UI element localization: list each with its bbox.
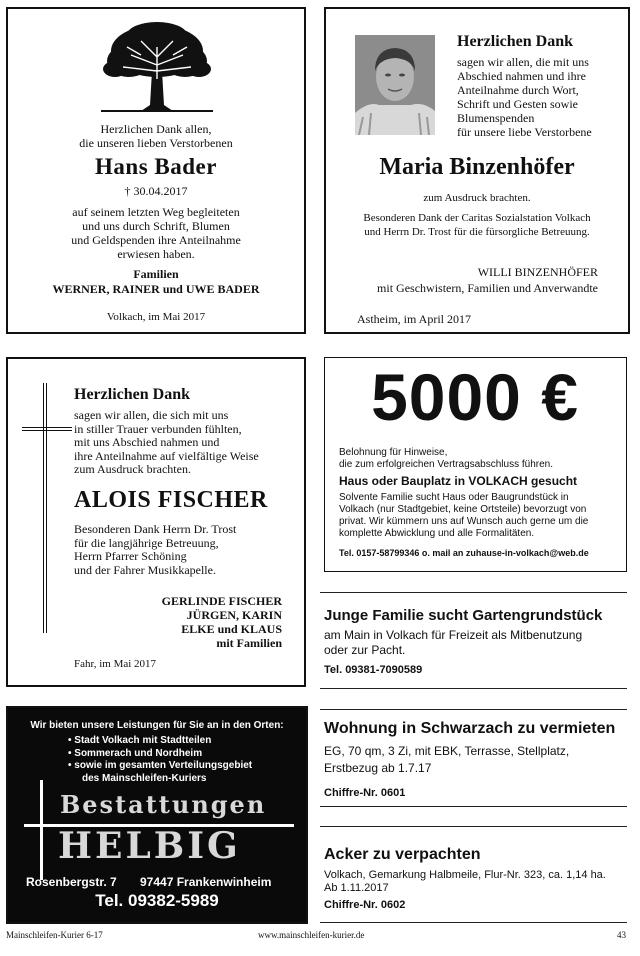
helbig-city: 97447 Frankenwinheim [140, 875, 272, 889]
obituary-maria-binzenhoefer [324, 7, 630, 334]
logo-bestattungen: Bestattungen [60, 790, 267, 819]
closing-line: zum Ausdruck brachten. [423, 192, 531, 204]
text-line: sagen wir allen, die mit uns [457, 55, 589, 69]
text-line: sagen wir allen, die sich mit uns [74, 408, 229, 422]
heading: Herzlichen Dank [457, 33, 573, 50]
classified-title: Acker zu verpachten [324, 846, 481, 863]
reward-body-line: Volkach (nur Stadtgebiet, keine Ortsteile) bevorzugt von [339, 504, 587, 515]
body-line: und uns durch Schrift, Blumen [82, 219, 230, 233]
body-line: erwiesen haben. [117, 247, 195, 261]
footer-website[interactable]: www.mainschleifen-kurier.de [258, 930, 365, 940]
signer-line: GERLINDE FISCHER [161, 594, 282, 608]
classified-line: Erstbezug ab 1.7.17 [324, 761, 432, 775]
helbig-bullet: • sowie im gesamten Verteilungsgebiet [68, 760, 253, 771]
signer-line: JÜRGEN, KARIN [186, 608, 282, 622]
helbig-street: Rosenbergstr. 7 [26, 875, 117, 889]
logo-helbig: HELBIG [58, 825, 241, 867]
reward-contact: Tel. 0157-58799346 o. mail an zuhause-in-volkach@web.de [339, 548, 589, 558]
reward-body-line: Solvente Familie sucht Haus oder Baugrundstück in [339, 492, 569, 503]
classified-wohnung [324, 719, 630, 799]
divider [320, 688, 627, 689]
classified-chiffre: Chiffre-Nr. 0602 [324, 899, 406, 911]
reward-line: die zum erfolgreichen Vertragsabschluss führen. [339, 459, 554, 470]
reward-ad [324, 357, 627, 572]
death-date: † 30.04.2017 [124, 184, 188, 198]
obituary-alois-fischer [6, 357, 306, 687]
divider [320, 806, 627, 807]
text-line: Blumenspenden [457, 111, 535, 125]
classified-gartengrundstueck [324, 607, 630, 676]
thanks-line: und der Fahrer Musikkapelle. [74, 562, 216, 577]
family-label: Familien [133, 267, 179, 281]
classified-title: Junge Familie sucht Gartengrundstück [324, 607, 603, 624]
family-names: WERNER, RAINER und UWE BADER [52, 282, 260, 296]
obituary-hans-bader [6, 7, 306, 334]
signer: WILLI BINZENHÖFER [477, 265, 598, 279]
text-line: Abschied nahmen und ihre [457, 69, 586, 83]
deceased-name: ALOIS FISCHER [74, 487, 268, 513]
text-line: für unsere liebe Verstorbene [457, 125, 592, 139]
classified-line: oder zur Pacht. [324, 643, 406, 657]
reward-line: Belohnung für Hinweise, [339, 447, 448, 458]
signer-line: ELKE und KLAUS [181, 622, 282, 636]
heading: Herzlichen Dank [74, 386, 190, 403]
helbig-phone: Tel. 09382-5989 [95, 891, 219, 910]
portrait-photo [355, 35, 435, 135]
cross-icon [20, 383, 74, 633]
classified-chiffre: Chiffre-Nr. 0601 [324, 787, 406, 799]
signer-line: mit Familien [216, 636, 282, 650]
divider [320, 592, 627, 593]
reward-amount: 5000 € [371, 360, 579, 434]
text-line: ihre Anteilnahme auf vielfältige Weise [74, 448, 259, 463]
body-line: und Geldspenden ihre Anteilnahme [71, 233, 241, 247]
thanks-line: Besonderen Dank Herrn Dr. Trost [74, 522, 237, 536]
classified-phone: Tel. 09381-7090589 [324, 664, 423, 676]
footer-publication: Mainschleifen-Kurier 6-17 [6, 930, 103, 940]
ad-bestattungen-helbig [6, 706, 308, 924]
thanks-line: für die langjährige Betreuung, [74, 535, 219, 550]
divider [320, 709, 627, 710]
place-date: Fahr, im Mai 2017 [74, 658, 157, 670]
intro-line-2: die unseren lieben Verstorbenen [79, 136, 233, 150]
signer-sub: mit Geschwistern, Familien und Anverwandte [377, 281, 598, 295]
classified-line: EG, 70 qm, 3 Zi, mit EBK, Terrasse, Stellplatz, [324, 744, 570, 758]
text-line: mit uns Abschied nahmen und [74, 435, 220, 449]
text-line: Schrift und Gesten sowie [457, 97, 578, 111]
footer-page-number: 43 [617, 930, 626, 940]
helbig-bullet-cont: des Mainschleifen-Kuriers [82, 772, 207, 784]
intro-line-1: Herzlichen Dank allen, [100, 122, 212, 136]
text-line: zum Ausdruck brachten. [74, 462, 191, 476]
text-line: in stiller Trauer verbunden fühlten, [74, 421, 242, 436]
classified-acker [324, 845, 630, 911]
thanks-line: Besonderen Dank der Caritas Sozialstation Volkach [363, 212, 591, 224]
divider [320, 826, 627, 827]
place-date: Volkach, im Mai 2017 [106, 311, 206, 323]
helbig-intro: Wir bieten unsere Leistungen für Sie an in den Orten: [30, 720, 284, 731]
reward-headline: Haus oder Bauplatz in VOLKACH gesucht [339, 474, 578, 488]
reward-body-line: komplette Abwicklung und alle Formalitäten. [339, 528, 535, 539]
classified-line: Volkach, Gemarkung Halbmeile, Flur-Nr. 323, ca. 1,14 ha. [324, 869, 606, 881]
classified-line: Ab 1.11.2017 [324, 882, 389, 894]
helbig-bullet: • Stadt Volkach mit Stadtteilen [68, 735, 212, 746]
divider [320, 922, 627, 923]
place-date: Astheim, im April 2017 [357, 312, 471, 326]
classified-title: Wohnung in Schwarzach zu vermieten [324, 720, 616, 737]
classified-line: am Main in Volkach für Freizeit als Mitbenutzung [324, 628, 583, 642]
thanks-line: Herrn Pfarrer Schöning [74, 549, 187, 563]
thanks-line: und Herrn Dr. Trost für die fürsorgliche Betreuung. [364, 226, 590, 238]
helbig-bullet: • Sommerach und Nordheim [68, 747, 203, 759]
deceased-name: Maria Binzenhöfer [379, 154, 575, 180]
tree-icon [101, 21, 213, 113]
reward-body-line: privat. Wir kümmern uns auf Wunsch auch gerne um die [339, 516, 589, 527]
deceased-name: Hans Bader [95, 154, 217, 179]
text-line: Anteilnahme durch Wort, [457, 83, 579, 97]
body-line: auf seinem letzten Weg begleiteten [72, 205, 240, 219]
